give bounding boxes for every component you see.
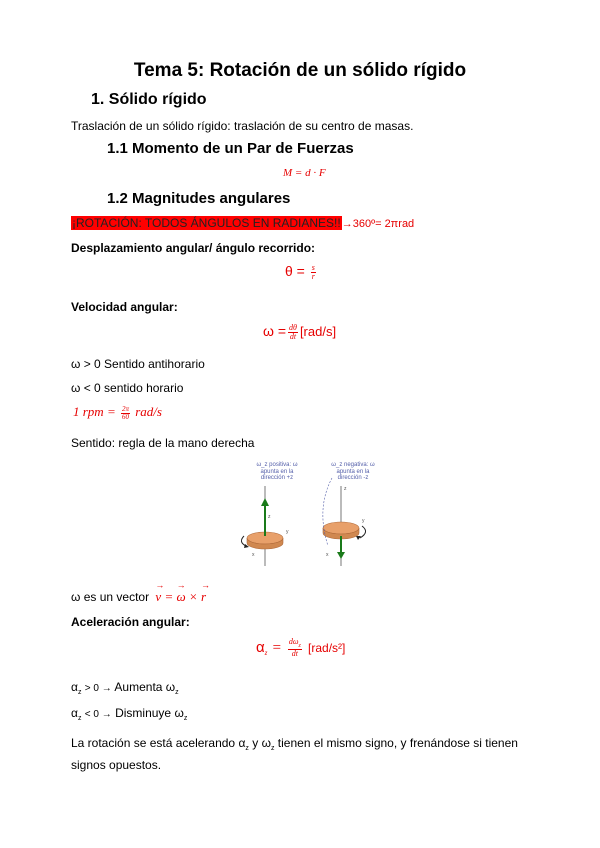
final-a: α xyxy=(238,736,246,750)
vec-v: → v xyxy=(155,589,161,605)
rpm-unit: rad/s xyxy=(135,404,162,419)
left-axis-y-label: y xyxy=(286,529,289,535)
right-rotation-diagram xyxy=(323,478,366,566)
alpha-neg-sub: z xyxy=(77,715,82,722)
rpm-den: 60 xyxy=(121,412,129,421)
theta-lhs: θ = xyxy=(285,263,305,279)
displacement-label: Desplazamiento angular/ ángulo recorrido: xyxy=(71,241,316,255)
alpha-neg-w: ω xyxy=(174,706,184,720)
theta-den: r xyxy=(311,271,315,281)
section-heading-solido-rigido: 1. Sólido rígido xyxy=(91,91,207,108)
rpm-num: 2π xyxy=(121,404,129,413)
alpha-fraction xyxy=(288,638,302,658)
vec-cross: × xyxy=(188,589,198,604)
alpha-neg-a: α xyxy=(71,706,78,720)
sense-text: Sentido: regla de la mano derecha xyxy=(71,436,255,450)
alpha-neg-op: < 0 → xyxy=(84,709,112,720)
left-axis-x-label: x xyxy=(252,552,255,558)
section-heading-magnitudes: 1.2 Magnitudes angulares xyxy=(107,190,291,207)
velocity-label: Velocidad angular: xyxy=(71,300,178,314)
alpha-unit: [rad/s²] xyxy=(308,640,346,655)
alpha-num-sub: z xyxy=(298,643,301,649)
alpha-eq: = xyxy=(271,639,282,656)
final-t1: La rotación se está acelerando xyxy=(71,736,236,750)
left-axis-z-label: z xyxy=(268,514,271,520)
omega-negative: ω < 0 sentido horario xyxy=(71,381,184,395)
right-axis-z-label: z xyxy=(344,486,347,492)
final-y: y xyxy=(252,736,259,750)
alpha-den: dt xyxy=(291,649,298,658)
omega-formula xyxy=(263,323,336,341)
alpha-neg-text: Disminuye xyxy=(115,706,172,720)
right-omega-arrowhead xyxy=(337,552,345,559)
alpha-pos-w: ω xyxy=(165,680,176,694)
right-hand-rule-figure xyxy=(228,458,388,568)
alpha-lhs: α xyxy=(256,638,265,656)
final-a-sub: z xyxy=(245,745,249,752)
alpha-num-text: dω xyxy=(288,637,299,646)
rpm-formula xyxy=(73,404,162,421)
omega-positive: ω > 0 Sentido antihorario xyxy=(71,357,205,371)
alpha-pos-text: Aumenta xyxy=(114,680,163,694)
vec-r: → r xyxy=(201,589,206,605)
vector-line xyxy=(71,589,206,605)
rpm-fraction xyxy=(121,406,130,421)
left-rotation-diagram xyxy=(241,486,289,566)
theta-formula xyxy=(285,263,318,281)
figure-left-label: ω_z positiva: ω apunta en la dirección +z xyxy=(256,462,298,482)
theta-num: s xyxy=(311,262,315,272)
final-t2: tienen el mismo signo, y frenándose si tienen signos xyxy=(71,736,518,772)
radians-warning: ¡ROTACIÓN: TODOS ÁNGULOS EN RADIANES!! xyxy=(72,216,341,230)
momento-formula: M = d · F xyxy=(283,167,326,179)
section-heading-momento: 1.1 Momento de un Par de Fuerzas xyxy=(107,140,354,157)
radians-warning-line xyxy=(71,216,414,230)
left-omega-arrowhead xyxy=(261,498,269,506)
rpm-lhs: 1 rpm = xyxy=(73,404,116,419)
final-w: ω xyxy=(261,736,271,750)
omega-unit: [rad/s] xyxy=(299,324,337,339)
vec-eq: = xyxy=(164,589,174,604)
final-paragraph xyxy=(71,735,541,773)
vec-omega: → ω xyxy=(176,589,185,605)
final-w-sub: z xyxy=(270,745,275,752)
alpha-pos-op: > 0 → xyxy=(84,683,112,694)
vector-text: ω es un vector xyxy=(71,590,150,604)
alpha-neg-wsub: z xyxy=(183,715,188,722)
radians-conversion: →360º= 2πrad xyxy=(341,218,415,230)
figure-right-label: ω_z negativa: ω apunta en la dirección -z xyxy=(331,462,375,482)
alpha-negative xyxy=(71,706,187,722)
vector-formula xyxy=(155,589,206,604)
omega-fraction xyxy=(288,324,298,341)
alpha-pos-wsub: z xyxy=(175,689,179,696)
alpha-pos-a: α xyxy=(71,680,78,694)
acceleration-label: Aceleración angular: xyxy=(71,615,190,629)
omega-lhs: ω = xyxy=(263,323,286,339)
alpha-positive xyxy=(71,680,179,696)
final-t3: opuestos. xyxy=(109,758,162,772)
page-title: Tema 5: Rotación de un sólido rígido xyxy=(133,60,467,81)
omega-den: dt xyxy=(289,331,297,341)
alpha-formula xyxy=(256,638,345,658)
right-axis-y-label: y xyxy=(362,518,365,524)
omega-num: dθ xyxy=(289,322,297,332)
right-axis-x-label: x xyxy=(326,552,329,558)
alpha-sub: z xyxy=(264,648,268,657)
alpha-pos-sub: z xyxy=(77,689,82,696)
traslacion-text: Traslación de un sólido rígido: traslación de su centro de masas. xyxy=(71,119,414,133)
theta-fraction xyxy=(311,264,316,281)
